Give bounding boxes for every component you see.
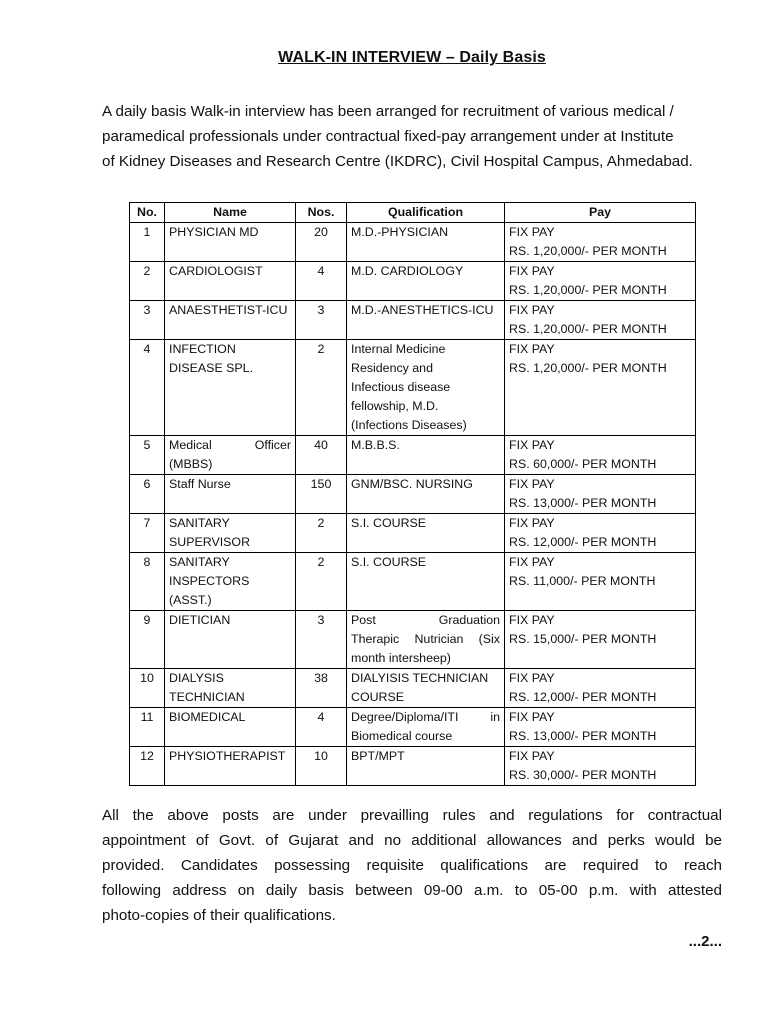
cell-line: FIX PAY [509,264,555,278]
cell-line: FIX PAY [509,555,555,569]
cell-name [165,611,296,669]
cell-line: INSPECTORS [169,574,250,588]
cell-line: Biomedical course [351,729,453,743]
cell-name [165,340,296,436]
cell-line: Internal Medicine [351,342,446,356]
cell-line: Degree/Diploma/ITI in [351,710,500,724]
page-title: WALK-IN INTERVIEW – Daily Basis [278,49,546,66]
cell-line: FIX PAY [509,342,555,356]
cell-name [165,223,296,262]
cell-line: INFECTION [169,342,236,356]
cell-line: FIX PAY [509,225,555,239]
cell-line: Infectious disease [351,380,451,394]
closing-line: All the above posts are under prevailling rules and regulations for contractual [102,807,722,824]
cell-qualification [347,553,505,611]
cell-line: RS. 11,000/- PER MONTH [509,574,656,588]
cell-line: FIX PAY [509,671,555,685]
cell-pay [505,611,696,669]
cell-name [165,475,296,514]
cell-line: RS. 60,000/- PER MONTH [509,457,657,471]
cell-no: 11 [130,708,165,747]
cell-line: (ASST.) [169,593,212,607]
table-row [130,223,696,262]
table-row [130,514,696,553]
cell-nos: 4 [296,262,347,301]
table-row [130,747,696,786]
cell-line: M.D.-ANESTHETICS-ICU [351,303,494,317]
cell-line: FIX PAY [509,303,555,317]
posts-table [129,202,696,786]
cell-no: 5 [130,436,165,475]
table-row [130,708,696,747]
cell-nos: 2 [296,553,347,611]
cell-line: RS. 1,20,000/- PER MONTH [509,361,667,375]
cell-name [165,436,296,475]
cell-pay [505,301,696,340]
cell-line: Therapic Nutrician (Six [351,632,500,646]
header-name: Name [165,203,296,223]
cell-no: 7 [130,514,165,553]
header-qualification: Qualification [347,203,505,223]
cell-pay [505,708,696,747]
cell-pay [505,553,696,611]
cell-nos: 3 [296,611,347,669]
cell-line: FIX PAY [509,613,555,627]
cell-line: Residency and [351,361,433,375]
cell-line: DIALYSIS [169,671,224,685]
cell-line: Staff Nurse [169,477,231,491]
cell-no: 12 [130,747,165,786]
header-pay: Pay [505,203,696,223]
cell-pay [505,669,696,708]
cell-line: RS. 12,000/- PER MONTH [509,535,657,549]
cell-line: M.B.B.S. [351,438,400,452]
cell-qualification [347,514,505,553]
table-row [130,301,696,340]
closing-line: photo-copies of their qualifications. [102,907,336,924]
cell-line: (MBBS) [169,457,213,471]
cell-name [165,669,296,708]
table-header-row [130,203,696,223]
cell-nos: 20 [296,223,347,262]
cell-pay [505,436,696,475]
cell-qualification [347,340,505,436]
cell-line: FIX PAY [509,477,555,491]
header-nos: Nos. [296,203,347,223]
cell-no: 10 [130,669,165,708]
table-row [130,262,696,301]
cell-nos: 4 [296,708,347,747]
cell-nos: 2 [296,514,347,553]
cell-nos: 150 [296,475,347,514]
cell-line: CARDIOLOGIST [169,264,263,278]
cell-line: RS. 12,000/- PER MONTH [509,690,657,704]
cell-qualification [347,669,505,708]
cell-qualification [347,223,505,262]
table-body [130,223,696,786]
cell-pay [505,747,696,786]
cell-line: BPT/MPT [351,749,405,763]
cell-line: BIOMEDICAL [169,710,246,724]
cell-line: FIX PAY [509,438,555,452]
cell-line: PHYSICIAN MD [169,225,259,239]
cell-line: Medical Officer [169,438,291,452]
cell-line: RS. 1,20,000/- PER MONTH [509,322,667,336]
cell-line: fellowship, M.D. [351,399,439,413]
cell-line: RS. 13,000/- PER MONTH [509,729,657,743]
table-row [130,340,696,436]
cell-line: FIX PAY [509,516,555,530]
cell-qualification [347,301,505,340]
cell-line: GNM/BSC. NURSING [351,477,473,491]
cell-qualification [347,262,505,301]
cell-line: M.D.-PHYSICIAN [351,225,449,239]
cell-no: 8 [130,553,165,611]
cell-qualification [347,708,505,747]
cell-line: SANITARY [169,555,230,569]
closing-paragraph [102,803,722,928]
cell-qualification [347,611,505,669]
cell-line: ANAESTHETIST-ICU [169,303,288,317]
table-row [130,436,696,475]
cell-line: M.D. CARDIOLOGY [351,264,464,278]
cell-line: DIALYISIS TECHNICIAN [351,671,489,685]
cell-line: S.I. COURSE [351,516,427,530]
header-no: No. [130,203,165,223]
cell-qualification [347,747,505,786]
cell-line: PHYSIOTHERAPIST [169,749,286,763]
table-row [130,669,696,708]
cell-line: RS. 30,000/- PER MONTH [509,768,657,782]
cell-no: 4 [130,340,165,436]
intro-line: paramedical professionals under contractual fixed-pay arrangement under at Institute [102,128,674,145]
cell-no: 2 [130,262,165,301]
cell-name [165,301,296,340]
cell-pay [505,475,696,514]
cell-pay [505,262,696,301]
cell-pay [505,514,696,553]
cell-nos: 40 [296,436,347,475]
cell-name [165,708,296,747]
cell-line: FIX PAY [509,710,555,724]
cell-qualification [347,436,505,475]
cell-no: 9 [130,611,165,669]
cell-name [165,514,296,553]
closing-line: appointment of Govt. of Gujarat and no additional allowances and perks would be [102,832,722,849]
cell-line: RS. 1,20,000/- PER MONTH [509,244,667,258]
intro-line: A daily basis Walk-in interview has been arranged for recruitment of various medical / [102,103,674,120]
cell-name [165,747,296,786]
table-row [130,553,696,611]
cell-line: Post Graduation [351,613,500,627]
cell-line: DISEASE SPL. [169,361,254,375]
cell-nos: 38 [296,669,347,708]
closing-line: following address on daily basis between 09-00 a.m. to 05-00 p.m. with attested [102,882,722,899]
cell-no: 3 [130,301,165,340]
cell-line: RS. 1,20,000/- PER MONTH [509,283,667,297]
cell-line: (Infections Diseases) [351,418,467,432]
cell-pay [505,223,696,262]
cell-line: FIX PAY [509,749,555,763]
table-row [130,475,696,514]
cell-line: DIETICIAN [169,613,231,627]
cell-pay [505,340,696,436]
cell-line: COURSE [351,690,405,704]
intro-line: of Kidney Diseases and Research Centre (IKDRC), Civil Hospital Campus, Ahmedabad. [102,153,693,170]
cell-name [165,553,296,611]
closing-line: provided. Candidates possessing requisite qualifications are required to reach [102,857,722,874]
cell-line: month intersheep) [351,651,451,665]
cell-nos: 3 [296,301,347,340]
cell-qualification [347,475,505,514]
cell-line: S.I. COURSE [351,555,427,569]
intro-paragraph [102,99,722,174]
cell-nos: 2 [296,340,347,436]
page-continuation-marker: ...2... [688,933,722,950]
cell-line: TECHNICIAN [169,690,245,704]
cell-no: 1 [130,223,165,262]
cell-line: RS. 13,000/- PER MONTH [509,496,657,510]
cell-name [165,262,296,301]
cell-line: SANITARY [169,516,230,530]
cell-line: RS. 15,000/- PER MONTH [509,632,657,646]
cell-nos: 10 [296,747,347,786]
cell-line: SUPERVISOR [169,535,251,549]
cell-no: 6 [130,475,165,514]
table-row [130,611,696,669]
